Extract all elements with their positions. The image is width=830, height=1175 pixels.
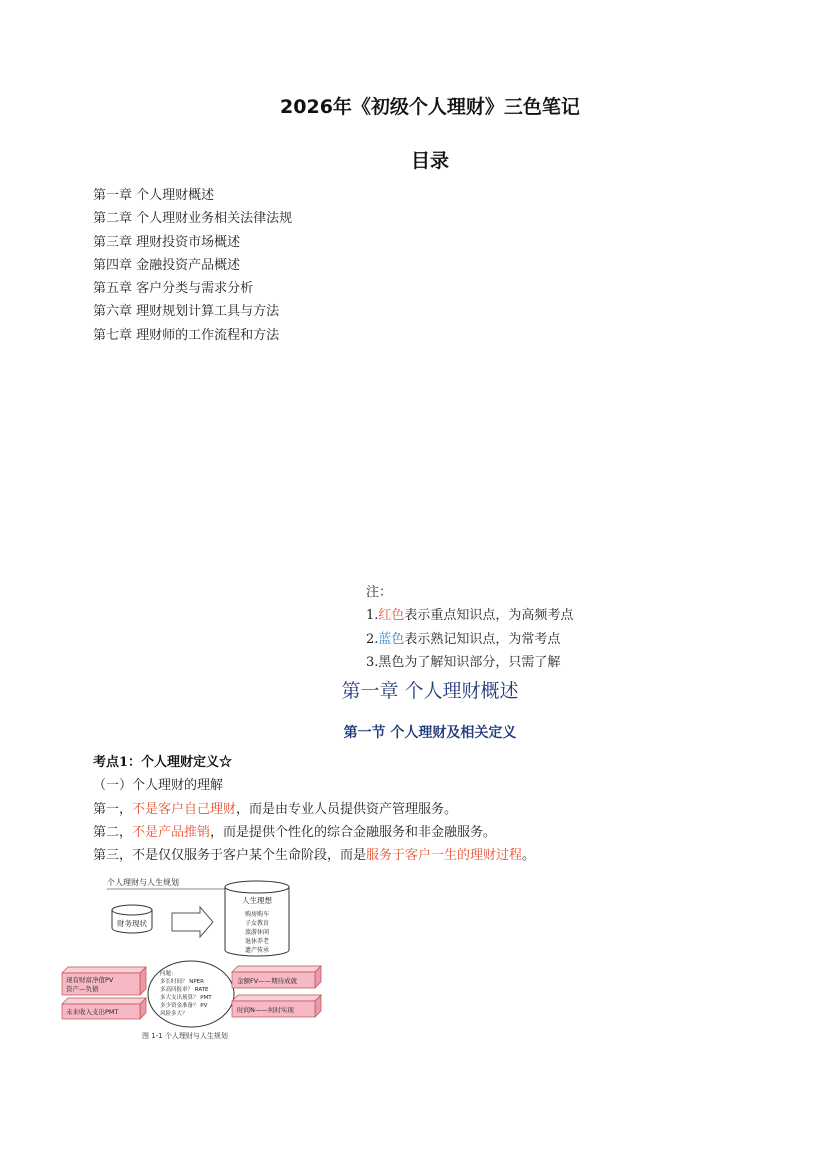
svg-text:购房购车: 购房购车 [244, 911, 270, 918]
box-time [232, 995, 321, 1017]
table-of-contents [93, 184, 292, 347]
section-title: 第一节 个人理财及相关定义 [343, 725, 517, 741]
svg-text:时间N——何时实现: 时间N——何时实现 [237, 1006, 294, 1014]
right-arrow-icon [172, 907, 213, 937]
cylinder-financial-status [112, 905, 152, 933]
note-line-black: 3.黑色为了解知识部分，只需了解 [366, 654, 561, 670]
svg-text:未来收入支出PMT: 未来收入支出PMT [66, 1008, 119, 1016]
document-title: 2026年《初级个人理财》三色笔记 [280, 96, 580, 118]
figure-caption: 图 1-1 个人理财与人生规划 [142, 1032, 228, 1040]
svg-text:遗产传承: 遗产传承 [244, 947, 270, 954]
svg-text:子女教育: 子女教育 [244, 920, 270, 927]
chapter-title: 第一章 个人理财概述 [341, 680, 519, 702]
svg-text:多少资金准备？ PV: 多少资金准备？ PV [160, 1003, 208, 1009]
point-3: 第三，不是仅仅服务于客户某个生命阶段，而是服务于客户一生的理财过程。 [93, 848, 536, 864]
toc-heading: 目录 [410, 150, 449, 172]
toc-item[interactable]: 第五章 客户分类与需求分析 [93, 281, 254, 297]
note-heading: 注： [366, 585, 393, 600]
svg-text:多高回报率？ RATE: 多高回报率？ RATE [160, 987, 209, 993]
svg-text:问题：: 问题： [160, 971, 177, 977]
svg-text:多长时间？ NPER: 多长时间？ NPER [160, 979, 204, 985]
toc-item[interactable]: 第三章 理财投资市场概述 [93, 234, 241, 250]
note-line-blue: 2.蓝色表示熟记知识点，为常考点 [366, 631, 561, 647]
toc-item[interactable]: 第七章 理财师的工作流程和方法 [93, 327, 280, 343]
cylinder-life-goals [225, 881, 289, 956]
color-legend-note [366, 581, 573, 674]
toc-item[interactable]: 第四章 金融投资产品概述 [93, 257, 241, 273]
svg-text:资产—负债: 资产—负债 [66, 985, 99, 993]
svg-text:财务现状: 财务现状 [117, 919, 147, 928]
box-net-worth [62, 967, 146, 995]
toc-item[interactable]: 第六章 理财规划计算工具与方法 [93, 304, 280, 320]
box-income-expense [62, 998, 146, 1019]
figure-top-label: 个人理财与人生规划 [107, 878, 179, 887]
keypoint-heading: 考点1：个人理财定义☆ [93, 755, 233, 770]
red-highlight: 红色 [378, 608, 405, 624]
subheading: （一）个人理财的理解 [93, 778, 224, 794]
financial-planning-figure [60, 870, 330, 1045]
toc-item[interactable]: 第二章 个人理财业务相关法律法规 [93, 211, 293, 227]
box-future-value [232, 966, 321, 988]
svg-text:现有财富净值PV: 现有财富净值PV [66, 976, 114, 984]
svg-text:多大支出预算？ PMT: 多大支出预算？ PMT [160, 995, 212, 1001]
body-text [93, 751, 535, 867]
svg-text:退休养老: 退休养老 [244, 938, 270, 945]
svg-text:旅游休闲: 旅游休闲 [244, 929, 270, 936]
point-2: 第二，不是产品推销，而是提供个性化的综合金融服务和非金融服务。 [93, 824, 497, 840]
toc-item[interactable]: 第一章 个人理财概述 [93, 188, 215, 203]
svg-text:人生理想: 人生理想 [242, 896, 272, 905]
questions-ellipse [148, 961, 234, 1027]
svg-text:金额FV——期待成就: 金额FV——期待成就 [237, 977, 298, 985]
svg-text:风险多大？: 风险多大？ [160, 1011, 188, 1017]
point-1: 第一，不是客户自己理财，而是由专业人员提供资产管理服务。 [93, 801, 458, 817]
blue-highlight: 蓝色 [378, 631, 405, 647]
note-line-red: 1.红色表示重点知识点，为高频考点 [366, 608, 574, 624]
